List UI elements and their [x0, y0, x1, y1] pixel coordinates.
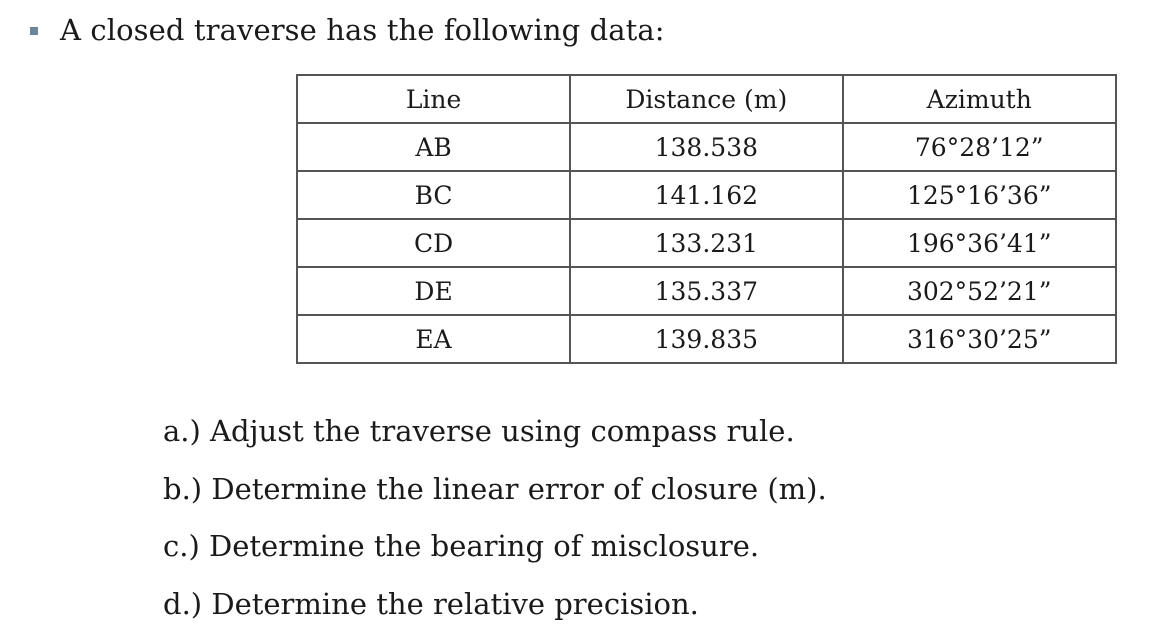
line-cell: CD — [297, 219, 570, 267]
column-header-line: Line — [297, 75, 570, 123]
distance-cell: 135.337 — [570, 267, 842, 315]
azimuth-cell: 125°16’36” — [843, 171, 1117, 219]
distance-cell: 141.162 — [570, 171, 842, 219]
distance-cell: 133.231 — [570, 219, 842, 267]
column-header-azimuth: Azimuth — [843, 75, 1117, 123]
intro-line — [30, 10, 665, 50]
square-bullet-icon — [30, 27, 38, 35]
azimuth-cell: 76°28’12” — [843, 123, 1117, 171]
table-row — [297, 267, 1116, 315]
question-b: b.) Determine the linear error of closure (m). — [163, 461, 827, 519]
table-row — [297, 315, 1116, 363]
distance-cell: 139.835 — [570, 315, 842, 363]
question-a: a.) Adjust the traverse using compass rule. — [163, 403, 827, 461]
azimuth-cell: 302°52’21” — [843, 267, 1117, 315]
distance-cell: 138.538 — [570, 123, 842, 171]
table-row — [297, 123, 1116, 171]
intro-text: A closed traverse has the following data: — [60, 13, 665, 47]
question-c: c.) Determine the bearing of misclosure. — [163, 518, 827, 576]
line-cell: EA — [297, 315, 570, 363]
line-cell: AB — [297, 123, 570, 171]
table-header-row — [297, 75, 1116, 123]
azimuth-cell: 196°36’41” — [843, 219, 1117, 267]
column-header-distance: Distance (m) — [570, 75, 842, 123]
question-d: d.) Determine the relative precision. — [163, 576, 827, 633]
table-row — [297, 219, 1116, 267]
question-list — [163, 403, 827, 633]
line-cell: DE — [297, 267, 570, 315]
azimuth-cell: 316°30’25” — [843, 315, 1117, 363]
line-cell: BC — [297, 171, 570, 219]
traverse-data-table — [296, 74, 1117, 364]
table-row — [297, 171, 1116, 219]
